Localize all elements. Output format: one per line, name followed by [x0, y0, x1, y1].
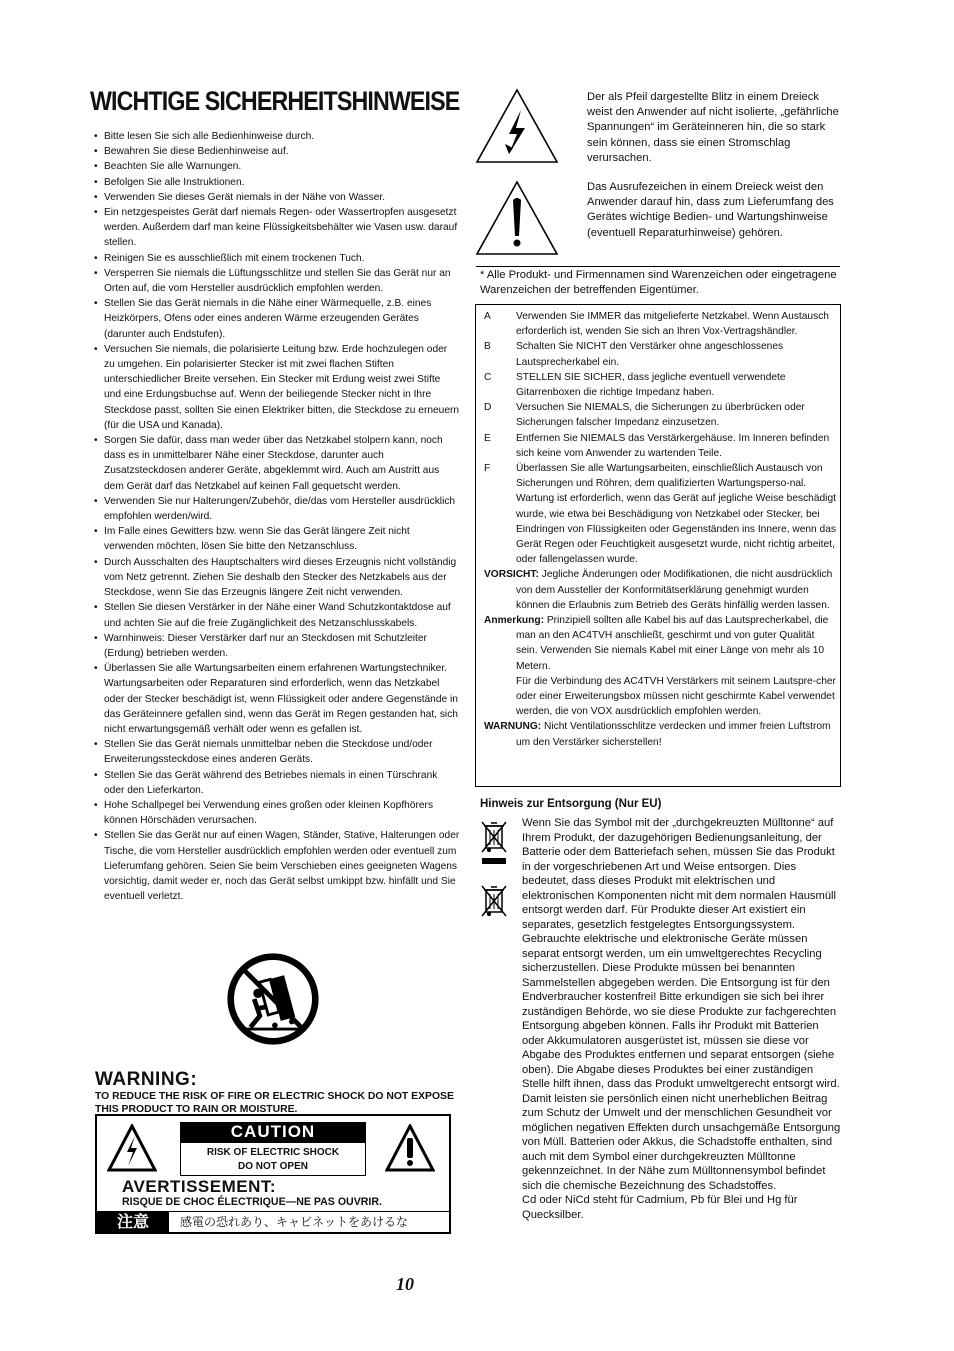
- list-item: • Befolgen Sie alle Instruktionen.: [90, 175, 460, 190]
- risk-line-1: RISK OF ELECTRIC SHOCK: [206, 1147, 340, 1158]
- cart-tip-over-icon: [226, 952, 320, 1046]
- list-item: • Stellen Sie diesen Verstärker in der Nähe einer Wand Schutzkontaktdose auf und achten Sie auf die freie Zugänglichkeit des Netzanschlusskabels.: [90, 600, 460, 630]
- item-text: Versuchen Sie NIEMALS, die Sicherungen zu überbrücken oder Sicherungen falscher Impedanz einzusetzen.: [516, 402, 805, 429]
- warning-text: TO REDUCE THE RISK OF FIRE OR ELECTRIC SHOCK DO NOT EXPOSE THIS PRODUCT TO RAIN OR MOISTURE.: [95, 1091, 454, 1115]
- item-key: D: [484, 402, 492, 414]
- avertissement-heading: AVERTISSEMENT:: [122, 1177, 277, 1196]
- risk-of-shock-box: [180, 1142, 366, 1176]
- exclamation-symbol-description: Das Ausrufezeichen in einem Dreieck weist den Anwender darauf hin, dass zum Lieferumfang des Gerätes wichtige Bedien- und Wartungshinweise (eventuell Reparaturhinweise) gehören.: [587, 181, 834, 239]
- list-item: [484, 400, 836, 430]
- disposal-text: [522, 816, 844, 1222]
- note-text: Jegliche Änderungen oder Modifikationen, die nicht ausdrücklich von dem Aussteller der Konformitätserklärung genehmigt wurden können die Erlaubnis zum Betrieb des Geräts hinfällig werden lassen.: [516, 569, 833, 611]
- amplifier-safety-box: [475, 304, 841, 787]
- list-item: • Warnhinweis: Dieser Verstärker darf nur an Steckdosen mit Schutzleiter (Erdung) betrieben werden.: [90, 631, 460, 661]
- item-key: B: [484, 341, 491, 353]
- note-text: Prinzipiell sollten alle Kabel bis auf das Lautsprecherkabel, die man an den AC4TVH anschließt, geschirmt und von guter Qualität sein. Verwenden Sie niemals Kabel mit einer Länge von mehr als 10 Metern.: [516, 615, 829, 672]
- item-text: Verwenden Sie IMMER das mitgelieferte Netzkabel. Wenn Austausch erforderlich ist, wenden Sie sich an Ihren Vox-Vertragshändler.: [516, 311, 829, 338]
- list-item: • Verwenden Sie dieses Gerät niemals in der Nähe von Wasser.: [90, 190, 460, 205]
- exclamation-triangle-icon: [385, 1124, 435, 1172]
- item-text: Schalten Sie NICHT den Verstärker ohne angeschlossenes Lautsprecherkabel ein.: [516, 341, 784, 368]
- safety-instructions: [90, 86, 460, 904]
- divider: [476, 266, 840, 267]
- list-item: • Ein netzgespeistes Gerät darf niemals Regen- oder Wassertropfen ausgesetzt werden. Außerdem darf man keine Flüssigkeitsbehälter wie Vasen usw. darauf stellen.: [90, 205, 460, 251]
- crossed-bin-icon: [478, 818, 510, 866]
- lightning-symbol-description: Der als Pfeil dargestellte Blitz in einem Dreieck weist den Anwender auf nicht isolierte, „gefährliche Spannungen“ im Geräteinneren hin, die so stark sein können, dass sie einen Stromschlag verursachen.: [587, 91, 839, 164]
- japanese-caution-text: 感電の恐れあり、キャビネットをあけるな: [180, 1215, 409, 1229]
- risk-line-2: DO NOT OPEN: [237, 1161, 308, 1172]
- disposal-paragraph: Wenn Sie das Symbol mit der „durchgekreuzten Mülltonne“ auf Ihrem Produkt, der dazugehörigen Bedienungsanleitung, der Batterie oder dem Batteriefach sehen, müssen Sie das Produkt in der vorgeschriebenen Art und Weise entsorgen. Dies bedeutet, dass dieses Produkt mit elektrischen und elektronischen Komponenten nicht mit dem normalen Hausmüll entsorgt werden darf. Für Produkte dieser Art existiert ein separates, gesetzlich festgelegtes Entsorgungssystem. Gebrauchte elektrische und elektronische Geräte müssen separat entsorgt werden, um ein umweltgerechtes Recycling sicherzustellen. Diese Produkte müssen bei benannten Sammelstellen abgegeben werden. Die Entsorgung ist für den Endverbraucher kostenfrei! Bitte erkundigen sie sich bei ihrer zuständigen Behörde, wo sie diese Produkte zur fachgerechten Entsorgung abgeben können. Falls ihr Produkt mit Batterien oder Akkumulatoren ausgerüstet ist, müssen sie diese vor Abgabe des Produktes entfernen und separat entsorgen (siehe oben). Die Abgabe dieses Produktes bei einer zuständigen Stelle hilft ihnen, dass das Produkt umweltgerecht entsorgt wird. Damit leisten sie persönlich einen nicht unerheblichen Beitrag zum Schutz der Umwelt und der menschlichen Gesundheit vor möglichen negativen Effekten durch unsachgemäße Entsorgung von Müll. Batterien oder Akkus, die Schadstoffe enthalten, sind auch mit dem Symbol einer durchgekreuzten Mülltonne gekennzeichnet. In der Nähe zum Mülltonnensymbol befindet sich die chemische Bezeichnung des Schadstoffes.: [522, 817, 841, 1192]
- list-item: [484, 370, 836, 400]
- list-item: • Sorgen Sie dafür, dass man weder über das Netzkabel stolpern kann, noch dass es in unmittelbarer Nähe einer Steckdose, darunter auch Zusatzsteckdosen anderer Geräte, abgeklemmt wird. Auch am Austritt aus dem Gerät darf das Netzkabel auf keinen Fall gequetscht werden.: [90, 433, 460, 494]
- list-item: • Beachten Sie alle Warnungen.: [90, 159, 460, 174]
- avertissement-text: RISQUE DE CHOC ÉLECTRIQUE—NE PAS OUVRIR.: [122, 1196, 382, 1208]
- safety-bullet-list: [90, 129, 460, 904]
- item-text: Entfernen Sie NIEMALS das Verstärkergehäuse. Im Inneren befinden sich keine vom Anwender zu wartenden Teile.: [516, 432, 830, 459]
- list-item: [484, 431, 836, 461]
- list-item: • Durch Ausschalten des Hauptschalters wird dieses Erzeugnis nicht vollständig vom Netz getrennt. Ziehen Sie deshalb den Stecker des Netzkabels aus der Steckdose, wenn Sie das Erzeugnis längere Zeit nicht verwenden.: [90, 555, 460, 601]
- anmerkung-note: [484, 613, 836, 674]
- list-item: • Reinigen Sie es ausschließlich mit einem trockenen Tuch.: [90, 251, 460, 266]
- disposal-chemicals: Cd oder NiCd steht für Cadmium, Pb für Blei und Hg für Quecksilber.: [522, 1194, 798, 1221]
- note-label: VORSICHT:: [484, 569, 539, 581]
- list-item: • Hohe Schallpegel bei Verwendung eines großen oder kleinen Kopfhörers können Hörschäden verursachen.: [90, 798, 460, 828]
- item-key: E: [484, 432, 491, 444]
- item-key: C: [484, 371, 492, 383]
- item-text: Überlassen Sie alle Wartungsarbeiten, einschließlich Austausch von Sicherungen und Röhren, dem qualifizierten Wartungsperso-nal. Wartung ist erforderlich, wenn das Gerät auf jegliche Weise beschädigt wurde, wie etwa bei Beschädigung von Netzkabel oder Stecker, bei Eindringen von Flüssigkeiten oder Gegenständen ins Innere, wenn das Gerät Regen oder Feuchtigkeit ausgesetzt wurde, nicht richtig arbeitet, oder fallengelassen wurde.: [516, 463, 836, 566]
- list-item: • Stellen Sie das Gerät niemals unmittelbar neben die Steckdose und/oder Erweiterungssteckdose eines anderen Geräts.: [90, 737, 460, 767]
- warnung-note: [484, 719, 836, 749]
- list-item: • Stellen Sie das Gerät niemals in die Nähe einer Wärmequelle, z.B. eines Heizkörpers, Ofens oder eines anderen Wärme erzeugenden Gerätes (darunter auch Endstufen).: [90, 296, 460, 342]
- item-key: F: [484, 463, 491, 475]
- vorsicht-note: [484, 567, 836, 613]
- disposal-heading: Hinweis zur Entsorgung (Nur EU): [480, 798, 662, 810]
- list-item: • Bitte lesen Sie sich alle Bedienhinweise durch.: [90, 129, 460, 144]
- list-item: [484, 339, 836, 369]
- list-item: • Stellen Sie das Gerät nur auf einen Wagen, Ständer, Stative, Halterungen oder Tische, die vom Hersteller ausdrücklich empfohlen werden oder eventuell zum Lieferumfang gehören. Seien Sie beim Verschieben eines geeigneten Wagens vorsichtig, damit weder er, noch das Gerät selbst umkippt bzw. hinfällt und Sie eventuell verletzt.: [90, 828, 460, 904]
- lightning-triangle-icon: [107, 1124, 157, 1172]
- page-title: WICHTIGE SICHERHEITSHINWEISE: [90, 86, 460, 116]
- list-item: • Bewahren Sie diese Bedienhinweise auf.: [90, 144, 460, 159]
- item-key: A: [484, 311, 491, 322]
- list-item: • Stellen Sie das Gerät während des Betriebes niemals in einen Türschrank oder den Lieferkarton.: [90, 768, 460, 798]
- list-item: [484, 309, 836, 339]
- note-label: WARNUNG:: [484, 721, 542, 733]
- japanese-caution-label: 注意: [97, 1212, 169, 1233]
- note-label: Anmerkung:: [484, 615, 544, 627]
- page-number: 10: [396, 1274, 414, 1294]
- item-text: STELLEN SIE SICHER, dass jegliche eventuell verwendete Gitarrenboxen die richtige Impedanz haben.: [516, 371, 786, 399]
- caution-label: CAUTION: [180, 1122, 366, 1142]
- list-item: • Im Falle eines Gewitters bzw. wenn Sie das Gerät längere Zeit nicht verwenden möchten, lösen Sie bitte den Netzanschluss.: [90, 524, 460, 554]
- warning-block: [95, 1070, 455, 1116]
- list-item: • Überlassen Sie alle Wartungsarbeiten einem erfahrenen Wartungstechniker. Wartungsarbeiten oder Reparaturen sind erforderlich, wenn das Netzkabel oder der Stecker beschädigt ist, wenn Flüssigkeit oder andere Gegenstände in das Geräteinnere gefallen sind, wenn das Gerät im Regen gestanden hat, sich nicht erwartungsgemäß verhält oder wenn es gefallen ist.: [90, 661, 460, 737]
- crossed-bin-icon: [478, 882, 510, 918]
- exclamation-triangle-icon: [475, 180, 559, 256]
- trademark-notice: * Alle Produkt- und Firmennamen sind Warenzeichen oder eingetragene Warenzeichen der betreffenden Eigentümer.: [480, 269, 837, 296]
- warning-heading: WARNING:: [95, 1069, 198, 1090]
- list-item: • Versperren Sie niemals die Lüftungsschlitze und stellen Sie das Gerät nur an Orten auf, die vom Hersteller ausdrücklich empfohlen werden.: [90, 266, 460, 296]
- list-item: • Versuchen Sie niemals, die polarisierte Leitung bzw. Erde hochzulegen oder zu umgehen. Ein polarisierter Stecker ist mit zwei flachen Stiften unterschiedlicher Breite versehen. Ein Stecker mit Erdung weist zwei Stifte und eine Erdungsbuchse auf. Wenn der beiliegende Stecker nicht in Ihre Steckdose passt, sollten Sie einen Elektriker bitten, die Steckdose zu erneuern (für die USA und Kanada).: [90, 342, 460, 433]
- list-item: • Verwenden Sie nur Halterungen/Zubehör, die/das vom Hersteller ausdrücklich empfohlen werden/wird.: [90, 494, 460, 524]
- list-item: [484, 461, 836, 567]
- note-text: Nicht Ventilationsschlitze verdecken und immer freien Luftstrom um den Verstärker sicherstellen!: [516, 721, 831, 748]
- anmerkung-note-continued: Für die Verbindung des AC4TVH Verstärkers mit seinem Lautspre-cher oder einer Erweiterungsbox müssen nicht geschirmte Kabel verwendet werden, die von VOX ausdrücklich empfohlen werden.: [516, 675, 836, 718]
- lightning-triangle-icon: [475, 88, 559, 164]
